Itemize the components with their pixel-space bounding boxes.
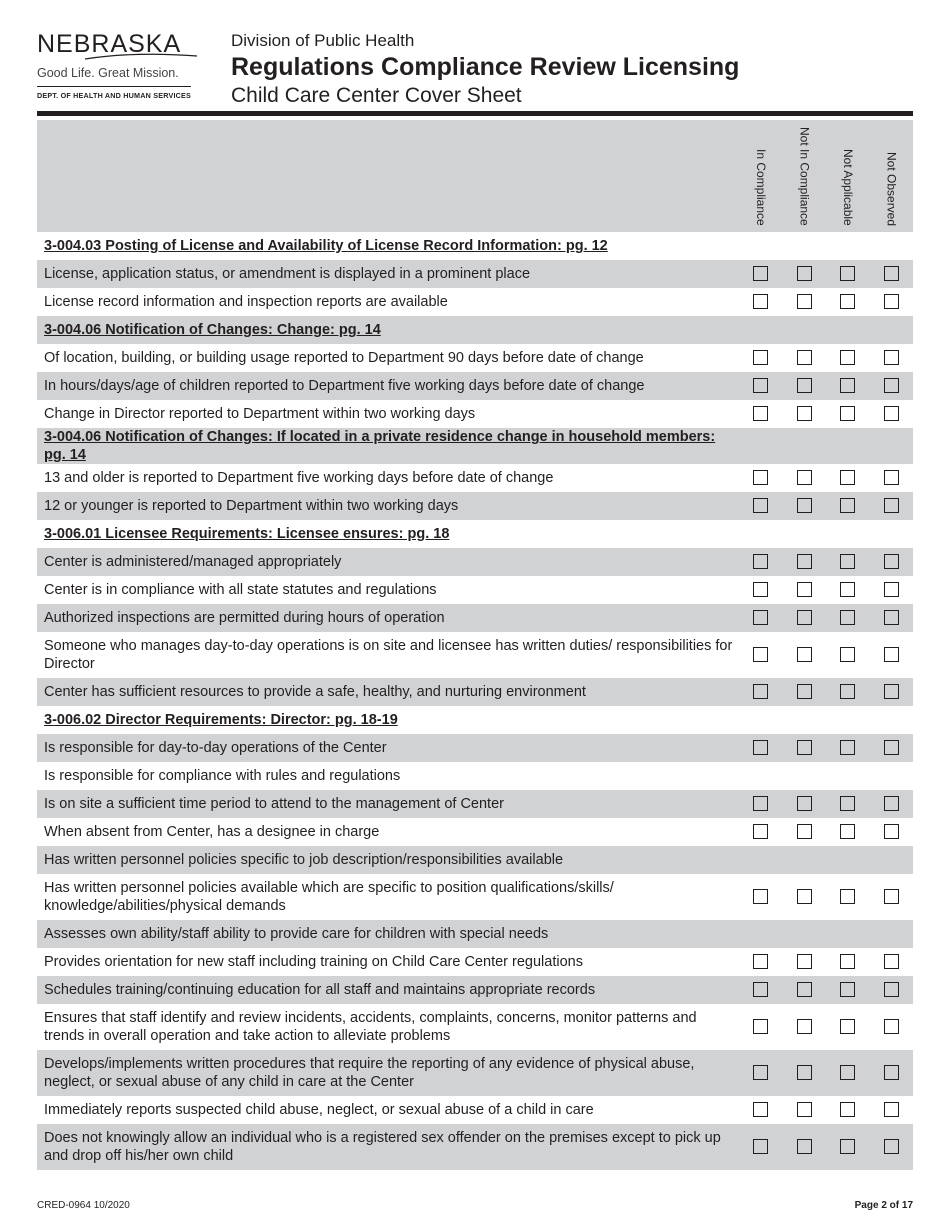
checkbox-cell xyxy=(739,232,783,260)
checkbox-cell xyxy=(739,762,783,790)
checkbox-cell xyxy=(739,316,783,344)
checklist-row xyxy=(37,678,913,706)
in-compliance-checkbox[interactable] xyxy=(753,1065,768,1080)
checkbox-cell xyxy=(783,548,827,576)
checkbox-cell xyxy=(826,260,870,288)
checkbox-cell xyxy=(826,874,870,920)
not-observed-checkbox[interactable] xyxy=(884,740,899,755)
checkbox-cell xyxy=(739,372,783,400)
not-in-compliance-checkbox[interactable] xyxy=(797,582,812,597)
checkbox-cell xyxy=(870,492,914,520)
not-applicable-checkbox[interactable] xyxy=(840,554,855,569)
in-compliance-checkbox[interactable] xyxy=(753,824,768,839)
not-in-compliance-checkbox[interactable] xyxy=(797,740,812,755)
checkbox-cell xyxy=(826,576,870,604)
logo-swoosh-icon xyxy=(37,52,197,64)
not-in-compliance-checkbox[interactable] xyxy=(797,266,812,281)
checkbox-cell xyxy=(870,818,914,846)
checkbox-cell xyxy=(826,492,870,520)
checkbox-cell xyxy=(783,948,827,976)
form-id: CRED-0964 10/2020 xyxy=(37,1200,130,1211)
not-in-compliance-checkbox[interactable] xyxy=(797,954,812,969)
checkbox-cell xyxy=(739,678,783,706)
requirement-text: Has written personnel policies specific to job description/responsibilities available xyxy=(37,846,739,874)
checkbox-cell xyxy=(783,818,827,846)
header-rule xyxy=(37,111,913,116)
not-applicable-checkbox[interactable] xyxy=(840,406,855,421)
in-compliance-checkbox[interactable] xyxy=(753,1102,768,1117)
logo-divider xyxy=(37,86,191,87)
checkbox-cell xyxy=(870,762,914,790)
checkbox-cell xyxy=(783,976,827,1004)
not-applicable-checkbox[interactable] xyxy=(840,647,855,662)
requirement-text: Center has sufficient resources to provide a safe, healthy, and nurturing environment xyxy=(37,678,739,706)
checkbox-cell xyxy=(870,632,914,678)
checkbox-cell xyxy=(870,790,914,818)
section-heading: 3-004.06 Notification of Changes: Change: pg. 14 xyxy=(37,316,739,344)
not-in-compliance-checkbox[interactable] xyxy=(797,554,812,569)
checkbox-cell xyxy=(826,316,870,344)
not-observed-checkbox[interactable] xyxy=(884,982,899,997)
in-compliance-checkbox[interactable] xyxy=(753,954,768,969)
checklist-row xyxy=(37,762,913,790)
in-compliance-checkbox[interactable] xyxy=(753,982,768,997)
checkbox-cell xyxy=(739,260,783,288)
checklist-row xyxy=(37,846,913,874)
checkbox-cell xyxy=(826,632,870,678)
column-header xyxy=(870,120,914,232)
checkbox-cell xyxy=(739,790,783,818)
checkbox-cell xyxy=(826,734,870,762)
not-applicable-checkbox[interactable] xyxy=(840,498,855,513)
column-header-row xyxy=(37,120,913,232)
checklist-row xyxy=(37,948,913,976)
column-label-not-in-compliance: Not In Compliance xyxy=(797,127,812,226)
checkbox-cell xyxy=(870,316,914,344)
checkbox-cell xyxy=(783,344,827,372)
in-compliance-checkbox[interactable] xyxy=(753,889,768,904)
checklist-row xyxy=(37,920,913,948)
in-compliance-checkbox[interactable] xyxy=(753,350,768,365)
checkbox-cell xyxy=(826,232,870,260)
not-in-compliance-checkbox[interactable] xyxy=(797,294,812,309)
not-observed-checkbox[interactable] xyxy=(884,684,899,699)
not-observed-checkbox[interactable] xyxy=(884,554,899,569)
section-heading-row xyxy=(37,232,913,260)
not-in-compliance-checkbox[interactable] xyxy=(797,1065,812,1080)
division-name: Division of Public Health xyxy=(231,31,415,50)
not-observed-checkbox[interactable] xyxy=(884,1139,899,1154)
not-observed-checkbox[interactable] xyxy=(884,796,899,811)
checkbox-cell xyxy=(870,1050,914,1096)
checkbox-cell xyxy=(826,818,870,846)
not-applicable-checkbox[interactable] xyxy=(840,1102,855,1117)
in-compliance-checkbox[interactable] xyxy=(753,684,768,699)
checkbox-cell xyxy=(783,400,827,428)
checkbox-cell xyxy=(826,678,870,706)
checkbox-cell xyxy=(826,428,870,464)
checkbox-cell xyxy=(826,288,870,316)
not-applicable-checkbox[interactable] xyxy=(840,824,855,839)
in-compliance-checkbox[interactable] xyxy=(753,647,768,662)
not-observed-checkbox[interactable] xyxy=(884,498,899,513)
not-applicable-checkbox[interactable] xyxy=(840,610,855,625)
checkbox-cell xyxy=(739,288,783,316)
not-in-compliance-checkbox[interactable] xyxy=(797,1139,812,1154)
checkbox-cell xyxy=(870,1124,914,1170)
requirement-text: Develops/implements written procedures that require the reporting of any evidence of physical abuse, neglect, or sexual abuse of any child in care at the Center xyxy=(37,1050,739,1096)
checkbox-cell xyxy=(739,632,783,678)
checklist-row xyxy=(37,976,913,1004)
not-in-compliance-checkbox[interactable] xyxy=(797,378,812,393)
checkbox-cell xyxy=(739,948,783,976)
section-heading-row xyxy=(37,316,913,344)
checkbox-cell xyxy=(870,576,914,604)
not-observed-checkbox[interactable] xyxy=(884,582,899,597)
column-label-in-compliance: In Compliance xyxy=(753,149,768,226)
not-observed-checkbox[interactable] xyxy=(884,350,899,365)
page-title: Regulations Compliance Review Licensing xyxy=(231,53,740,81)
logo-wordmark: NEBRASKA xyxy=(37,30,182,58)
checkbox-cell xyxy=(870,400,914,428)
column-label-not-observed: Not Observed xyxy=(884,151,899,226)
not-observed-checkbox[interactable] xyxy=(884,266,899,281)
checkbox-cell xyxy=(826,400,870,428)
requirement-text: Assesses own ability/staff ability to provide care for children with special needs xyxy=(37,920,739,948)
in-compliance-checkbox[interactable] xyxy=(753,294,768,309)
checkbox-cell xyxy=(783,372,827,400)
compliance-table xyxy=(37,120,913,1170)
checkbox-cell xyxy=(739,1004,783,1050)
requirement-text: 12 or younger is reported to Department within two working days xyxy=(37,492,739,520)
checklist-row xyxy=(37,400,913,428)
checkbox-cell xyxy=(739,734,783,762)
not-applicable-checkbox[interactable] xyxy=(840,470,855,485)
checkbox-cell xyxy=(783,632,827,678)
in-compliance-checkbox[interactable] xyxy=(753,378,768,393)
not-applicable-checkbox[interactable] xyxy=(840,1139,855,1154)
checkbox-cell xyxy=(826,548,870,576)
not-in-compliance-checkbox[interactable] xyxy=(797,647,812,662)
in-compliance-checkbox[interactable] xyxy=(753,406,768,421)
checklist-row xyxy=(37,344,913,372)
checkbox-cell xyxy=(739,1096,783,1124)
checkbox-cell xyxy=(739,464,783,492)
checkbox-cell xyxy=(826,372,870,400)
checkbox-cell xyxy=(739,604,783,632)
checkbox-cell xyxy=(826,464,870,492)
checkbox-cell xyxy=(739,520,783,548)
checkbox-cell xyxy=(739,548,783,576)
checklist-row xyxy=(37,492,913,520)
page-header xyxy=(231,30,739,110)
in-compliance-checkbox[interactable] xyxy=(753,498,768,513)
checkbox-cell xyxy=(783,232,827,260)
not-in-compliance-checkbox[interactable] xyxy=(797,610,812,625)
checkbox-cell xyxy=(870,372,914,400)
requirement-text: Of location, building, or building usage reported to Department 90 days before date of change xyxy=(44,350,644,366)
not-in-compliance-checkbox[interactable] xyxy=(797,889,812,904)
checkbox-cell xyxy=(826,976,870,1004)
requirement-text: Center is administered/managed appropriately xyxy=(37,548,739,576)
not-applicable-checkbox[interactable] xyxy=(840,294,855,309)
checkbox-cell xyxy=(739,706,783,734)
not-in-compliance-checkbox[interactable] xyxy=(797,796,812,811)
not-applicable-checkbox[interactable] xyxy=(840,740,855,755)
requirement-text: License record information and inspection reports are available xyxy=(44,294,448,310)
checklist-row xyxy=(37,632,913,678)
in-compliance-checkbox[interactable] xyxy=(753,796,768,811)
checkbox-cell xyxy=(826,948,870,976)
checkbox-cell xyxy=(826,762,870,790)
not-observed-checkbox[interactable] xyxy=(884,824,899,839)
not-observed-checkbox[interactable] xyxy=(884,954,899,969)
checkbox-cell xyxy=(783,706,827,734)
checkbox-cell xyxy=(783,428,827,464)
checkbox-cell xyxy=(870,604,914,632)
not-applicable-checkbox[interactable] xyxy=(840,266,855,281)
checkbox-cell xyxy=(739,846,783,874)
checkbox-cell xyxy=(870,548,914,576)
column-header xyxy=(739,120,783,232)
not-observed-checkbox[interactable] xyxy=(884,1102,899,1117)
logo-dept: DEPT. OF HEALTH AND HUMAN SERVICES xyxy=(37,91,192,100)
checkbox-cell xyxy=(870,920,914,948)
requirement-text: Provides orientation for new staff including training on Child Care Center regulations xyxy=(44,954,583,970)
checkbox-cell xyxy=(783,520,827,548)
in-compliance-checkbox[interactable] xyxy=(753,1139,768,1154)
checkbox-cell xyxy=(739,344,783,372)
column-header xyxy=(826,120,870,232)
checkbox-cell xyxy=(826,520,870,548)
checkbox-cell xyxy=(870,948,914,976)
checkbox-cell xyxy=(783,288,827,316)
not-applicable-checkbox[interactable] xyxy=(840,1019,855,1034)
checkbox-cell xyxy=(739,492,783,520)
not-observed-checkbox[interactable] xyxy=(884,647,899,662)
checkbox-cell xyxy=(826,846,870,874)
not-observed-checkbox[interactable] xyxy=(884,378,899,393)
checkbox-cell xyxy=(783,790,827,818)
requirement-text: Center is in compliance with all state statutes and regulations xyxy=(44,582,437,598)
checkbox-cell xyxy=(870,874,914,920)
not-observed-checkbox[interactable] xyxy=(884,889,899,904)
requirement-text: Change in Director reported to Department within two working days xyxy=(44,406,476,422)
column-header xyxy=(783,120,827,232)
checklist-row xyxy=(37,1050,913,1096)
not-observed-checkbox[interactable] xyxy=(884,1019,899,1034)
checkbox-cell xyxy=(870,734,914,762)
checkbox-cell xyxy=(826,790,870,818)
checkbox-cell xyxy=(870,260,914,288)
not-in-compliance-checkbox[interactable] xyxy=(797,1019,812,1034)
requirement-text: Is responsible for compliance with rules and regulations xyxy=(44,768,401,784)
checkbox-cell xyxy=(870,846,914,874)
page-number: Page 2 of 17 xyxy=(854,1200,913,1211)
checkbox-cell xyxy=(826,1096,870,1124)
checkbox-cell xyxy=(783,604,827,632)
not-in-compliance-checkbox[interactable] xyxy=(797,982,812,997)
checkbox-cell xyxy=(739,920,783,948)
not-in-compliance-checkbox[interactable] xyxy=(797,470,812,485)
checklist-row xyxy=(37,790,913,818)
checkbox-cell xyxy=(739,428,783,464)
requirement-text: Immediately reports suspected child abuse, neglect, or sexual abuse of a child in care xyxy=(44,1102,594,1118)
checklist-row xyxy=(37,1096,913,1124)
requirement-text: Is responsible for day-to-day operations of the Center xyxy=(37,734,739,762)
not-applicable-checkbox[interactable] xyxy=(840,982,855,997)
checklist-row xyxy=(37,818,913,846)
checkbox-cell xyxy=(826,604,870,632)
in-compliance-checkbox[interactable] xyxy=(753,610,768,625)
logo-tagline: Good Life. Great Mission. xyxy=(37,66,179,80)
checkbox-cell xyxy=(739,1050,783,1096)
not-observed-checkbox[interactable] xyxy=(884,610,899,625)
checkbox-cell xyxy=(739,576,783,604)
section-heading: 3-004.06 Notification of Changes: If located in a private residence change in household members: pg. 14 xyxy=(37,428,739,464)
checkbox-cell xyxy=(826,1124,870,1170)
not-in-compliance-checkbox[interactable] xyxy=(797,350,812,365)
checkbox-cell xyxy=(783,260,827,288)
checklist-row xyxy=(37,874,913,920)
checklist-row xyxy=(37,734,913,762)
not-in-compliance-checkbox[interactable] xyxy=(797,684,812,699)
in-compliance-checkbox[interactable] xyxy=(753,470,768,485)
requirement-text: 13 and older is reported to Department five working days before date of change xyxy=(44,470,554,486)
requirement-text: Has written personnel policies available which are specific to position qualifications/skills/ knowledge/abilities/physical demands xyxy=(44,880,614,914)
checkbox-cell xyxy=(826,344,870,372)
checklist-row xyxy=(37,288,913,316)
checkbox-cell xyxy=(870,706,914,734)
checklist-row xyxy=(37,548,913,576)
checkbox-cell xyxy=(783,920,827,948)
checkbox-cell xyxy=(739,874,783,920)
checkbox-cell xyxy=(870,1004,914,1050)
checklist-row xyxy=(37,576,913,604)
section-heading-row xyxy=(37,520,913,548)
checkbox-cell xyxy=(870,976,914,1004)
checkbox-cell xyxy=(783,678,827,706)
requirement-text: Is on site a sufficient time period to attend to the management of Center xyxy=(37,790,739,818)
requirement-text: Ensures that staff identify and review incidents, accidents, complaints, concerns, monitor patterns and trends in overall operation and take action to alleviate problems xyxy=(44,1010,697,1044)
not-observed-checkbox[interactable] xyxy=(884,294,899,309)
requirement-text: Authorized inspections are permitted during hours of operation xyxy=(37,604,739,632)
requirement-text: When absent from Center, has a designee in charge xyxy=(44,824,380,840)
checkbox-cell xyxy=(870,678,914,706)
checkbox-cell xyxy=(826,1004,870,1050)
checkbox-cell xyxy=(870,520,914,548)
checkbox-cell xyxy=(826,1050,870,1096)
requirement-text: In hours/days/age of children reported to Department five working days before date of change xyxy=(37,372,739,400)
not-applicable-checkbox[interactable] xyxy=(840,582,855,597)
checkbox-cell xyxy=(783,1124,827,1170)
not-observed-checkbox[interactable] xyxy=(884,470,899,485)
checkbox-cell xyxy=(870,464,914,492)
in-compliance-checkbox[interactable] xyxy=(753,1019,768,1034)
checkbox-cell xyxy=(783,316,827,344)
section-heading: 3-006.01 Licensee Requirements: Licensee ensures: pg. 18 xyxy=(44,526,450,542)
checkbox-cell xyxy=(783,1004,827,1050)
checkbox-cell xyxy=(870,428,914,464)
requirement-text: Schedules training/continuing education for all staff and maintains appropriate records xyxy=(37,976,739,1004)
not-observed-checkbox[interactable] xyxy=(884,1065,899,1080)
not-applicable-checkbox[interactable] xyxy=(840,378,855,393)
in-compliance-checkbox[interactable] xyxy=(753,266,768,281)
header-blank xyxy=(37,120,739,232)
checkbox-cell xyxy=(783,492,827,520)
checkbox-cell xyxy=(783,576,827,604)
checkbox-cell xyxy=(739,400,783,428)
checkbox-cell xyxy=(870,344,914,372)
not-in-compliance-checkbox[interactable] xyxy=(797,1102,812,1117)
checkbox-cell xyxy=(783,762,827,790)
checkbox-cell xyxy=(826,706,870,734)
not-applicable-checkbox[interactable] xyxy=(840,1065,855,1080)
page-subtitle: Child Care Center Cover Sheet xyxy=(231,84,522,107)
not-applicable-checkbox[interactable] xyxy=(840,796,855,811)
checkbox-cell xyxy=(783,1050,827,1096)
not-applicable-checkbox[interactable] xyxy=(840,350,855,365)
dhhs-logo xyxy=(37,30,202,100)
checkbox-cell xyxy=(870,288,914,316)
checklist-row xyxy=(37,260,913,288)
checkbox-cell xyxy=(739,976,783,1004)
checkbox-cell xyxy=(783,734,827,762)
checklist-row xyxy=(37,1124,913,1170)
column-label-not-applicable: Not Applicable xyxy=(840,149,855,226)
not-observed-checkbox[interactable] xyxy=(884,406,899,421)
checklist-row xyxy=(37,604,913,632)
checkbox-cell xyxy=(870,1096,914,1124)
checkbox-cell xyxy=(783,846,827,874)
checkbox-cell xyxy=(739,818,783,846)
checkbox-cell xyxy=(870,232,914,260)
not-in-compliance-checkbox[interactable] xyxy=(797,824,812,839)
checklist-row xyxy=(37,464,913,492)
in-compliance-checkbox[interactable] xyxy=(753,582,768,597)
in-compliance-checkbox[interactable] xyxy=(753,740,768,755)
section-heading-row xyxy=(37,706,913,734)
checkbox-cell xyxy=(783,464,827,492)
not-applicable-checkbox[interactable] xyxy=(840,954,855,969)
checklist-row xyxy=(37,372,913,400)
checkbox-cell xyxy=(783,874,827,920)
section-heading-row xyxy=(37,428,913,464)
not-in-compliance-checkbox[interactable] xyxy=(797,498,812,513)
requirement-text: Does not knowingly allow an individual who is a registered sex offender on the premises except to pick up and drop off his/her own child xyxy=(37,1124,739,1170)
checkbox-cell xyxy=(783,1096,827,1124)
section-heading: 3-006.02 Director Requirements: Director: pg. 18-19 xyxy=(44,712,398,728)
in-compliance-checkbox[interactable] xyxy=(753,554,768,569)
checkbox-cell xyxy=(739,1124,783,1170)
not-in-compliance-checkbox[interactable] xyxy=(797,406,812,421)
requirement-text: License, application status, or amendment is displayed in a prominent place xyxy=(37,260,739,288)
section-heading: 3-004.03 Posting of License and Availability of License Record Information: pg. 12 xyxy=(44,238,608,254)
checklist-row xyxy=(37,1004,913,1050)
not-applicable-checkbox[interactable] xyxy=(840,684,855,699)
requirement-text: Someone who manages day-to-day operations is on site and licensee has written duties/ responsibilities for Director xyxy=(44,638,733,672)
checkbox-cell xyxy=(826,920,870,948)
not-applicable-checkbox[interactable] xyxy=(840,889,855,904)
